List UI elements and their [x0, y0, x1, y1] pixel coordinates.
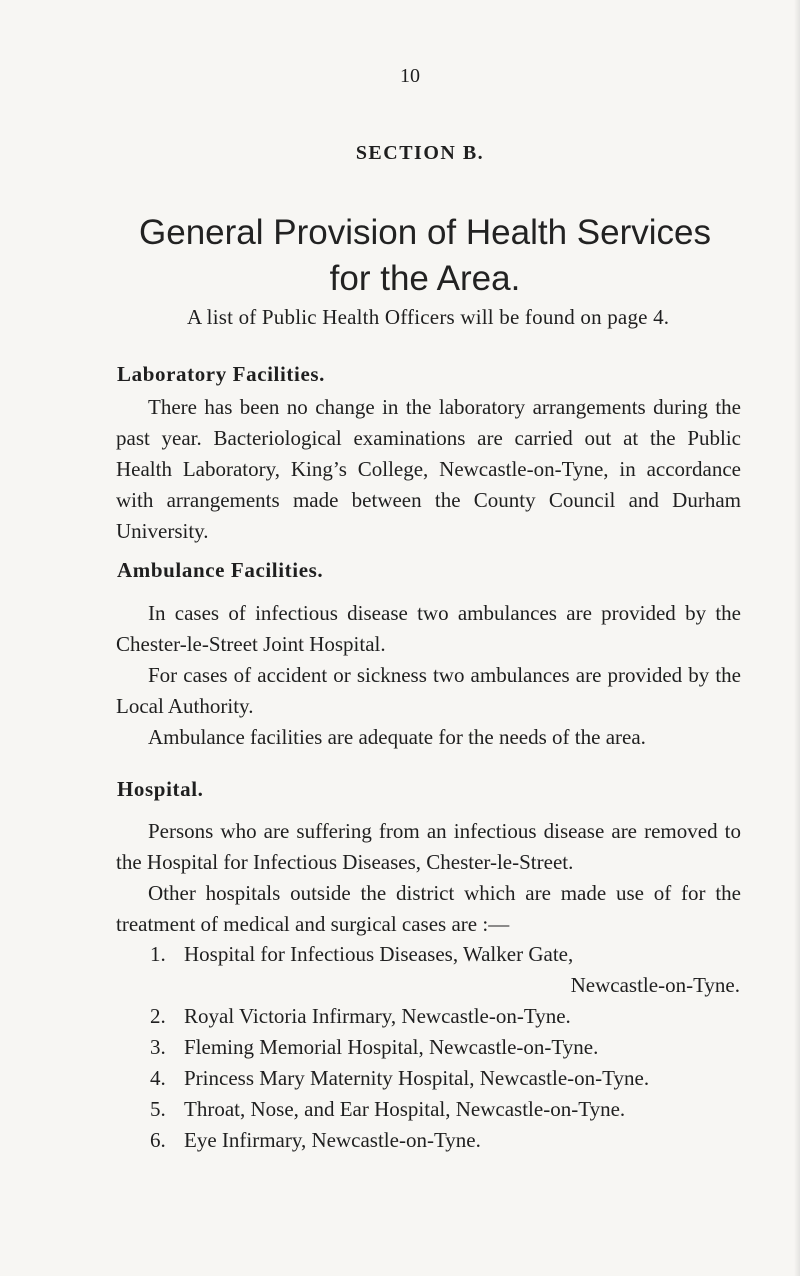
- list-item: [150, 1094, 740, 1125]
- ambulance-text-3: Ambulance facilities are adequate for the needs of the area.: [148, 725, 646, 749]
- list-item: [150, 939, 740, 1001]
- page-title: [0, 210, 800, 302]
- ambulance-heading: Ambulance Facilities.: [117, 558, 324, 582]
- list-item-number: 5.: [150, 1097, 166, 1121]
- list-item-text: Royal Victoria Infirmary, Newcastle-on-Tyne.: [184, 1004, 571, 1028]
- hospital-text-1: Persons who are suffering from an infectious disease are removed to the Hospital for Infectious Diseases, Chester-le-Street.: [116, 819, 741, 874]
- hospital-paragraph-2: [116, 878, 741, 940]
- page-edge-shadow: [794, 0, 800, 1276]
- laboratory-text: There has been no change in the laboratory arrangements during the past year. Bacteriological examinations are carried out at the Public Health Laboratory, King’s College, Newcastle-on-Tyne, in accordance with arrangements made between the County Council and Durham University.: [116, 395, 741, 543]
- list-item-number: 1.: [150, 942, 166, 966]
- section-label: SECTION B.: [355, 142, 485, 164]
- list-item-number: 4.: [150, 1066, 166, 1090]
- ambulance-paragraph-3: [116, 722, 741, 753]
- ambulance-paragraph-2: [116, 660, 741, 722]
- page-number: 10: [400, 65, 420, 87]
- list-item-number: 3.: [150, 1035, 166, 1059]
- hospital-paragraph-1: [116, 816, 741, 878]
- list-item: [150, 1032, 740, 1063]
- list-item: [150, 1063, 740, 1094]
- list-item-text: Hospital for Infectious Diseases, Walker Gate,: [184, 942, 574, 966]
- laboratory-paragraph: [116, 392, 741, 547]
- ambulance-text-1: In cases of infectious disease two ambulances are provided by the Chester-le-Street Joint Hospital.: [116, 601, 741, 656]
- list-item-text: Throat, Nose, and Ear Hospital, Newcastle-on-Tyne.: [184, 1097, 626, 1121]
- list-item-number: 6.: [150, 1128, 166, 1152]
- hospital-text-2: Other hospitals outside the district which are made use of for the treatment of medical and surgical cases are :—: [116, 881, 741, 936]
- laboratory-heading: Laboratory Facilities.: [117, 362, 325, 386]
- list-item: [150, 1001, 740, 1032]
- title-line-1: General Provision of Health Services: [139, 213, 711, 252]
- list-item-text: Eye Infirmary, Newcastle-on-Tyne.: [184, 1128, 481, 1152]
- ambulance-text-2: For cases of accident or sickness two ambulances are provided by the Local Authority.: [116, 663, 741, 718]
- list-item-text: Fleming Memorial Hospital, Newcastle-on-Tyne.: [184, 1035, 599, 1059]
- list-item-text: Princess Mary Maternity Hospital, Newcastle-on-Tyne.: [184, 1066, 650, 1090]
- list-item-continuation: Newcastle-on-Tyne.: [570, 973, 740, 997]
- title-line-2: for the Area.: [329, 259, 521, 298]
- hospital-list: [150, 939, 740, 1156]
- ambulance-paragraph-1: [116, 598, 741, 660]
- hospital-heading: Hospital.: [117, 777, 204, 801]
- list-item: [150, 1125, 740, 1156]
- list-item-number: 2.: [150, 1004, 166, 1028]
- intro-text: A list of Public Health Officers will be found on page 4.: [187, 305, 670, 329]
